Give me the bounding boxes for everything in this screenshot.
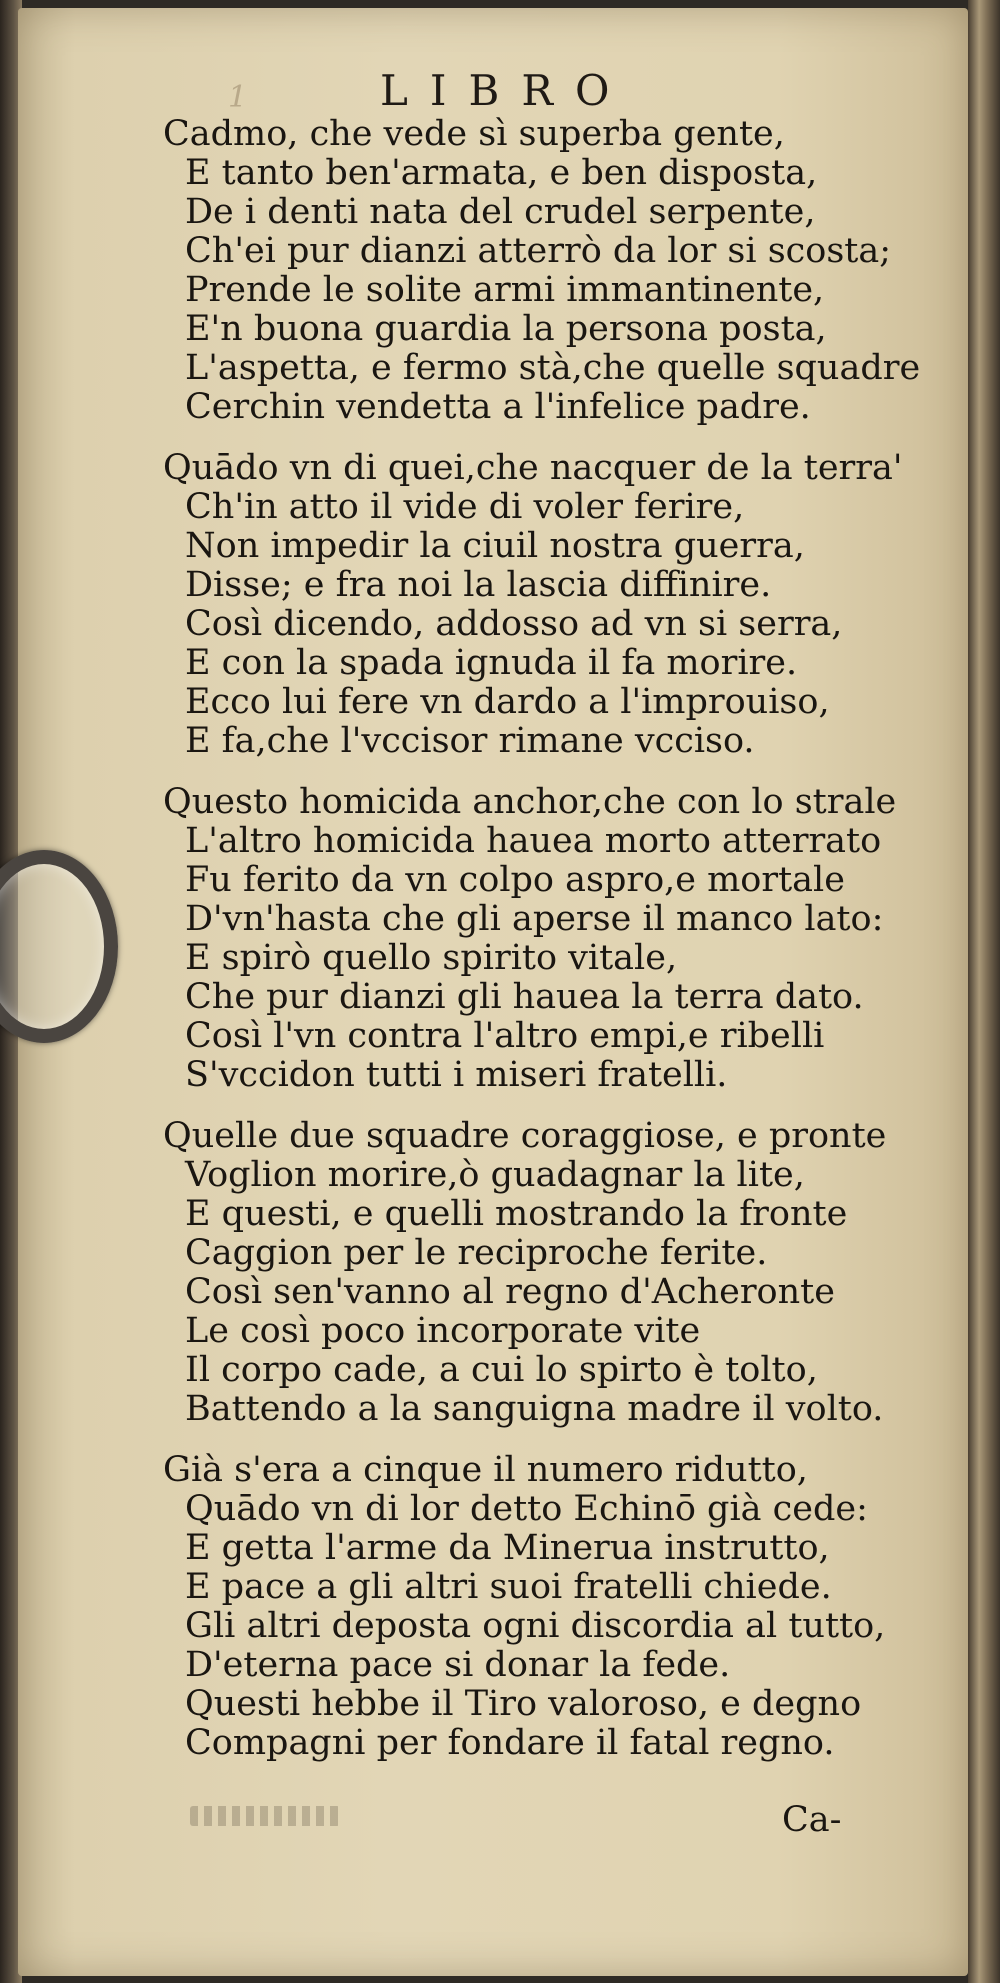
verse-line: D'vn'hasta che gli aperse il manco lato:: [185, 899, 884, 939]
verse-line: E tanto ben'armata, e ben disposta,: [185, 153, 818, 193]
verse-line: Fu ferito da vn colpo aspro,e mortale: [185, 860, 845, 900]
verse-line: E questi, e quelli mostrando la fronte: [185, 1194, 848, 1234]
verse-line: Cerchin vendetta a l'infelice padre.: [185, 387, 811, 427]
verse-line: E pace a gli altri suoi fratelli chiede.: [185, 1567, 832, 1607]
poem-text: [163, 115, 943, 1785]
verse-line: E con la spada ignuda il fa morire.: [185, 643, 798, 683]
verse-line: Così l'vn contra l'altro empi,e ribelli: [185, 1016, 825, 1056]
verse-line: E fa,che l'vccisor rimane vcciso.: [185, 721, 755, 761]
verse-line: Quādo vn di quei,che nacquer de la terra': [163, 448, 903, 488]
stanza: [163, 783, 943, 1095]
verse-line: D'eterna pace si donar la fede.: [185, 1645, 731, 1685]
verse-line: Compagni per fondare il fatal regno.: [185, 1723, 835, 1763]
verse-line: Caggion per le reciproche ferite.: [185, 1233, 768, 1273]
verse-line: Questi hebbe il Tiro valoroso, e degno: [185, 1684, 862, 1724]
verse-line: E'n buona guardia la persona posta,: [185, 309, 827, 349]
verse-line: L'aspetta, e fermo stà,che quelle squadre: [185, 348, 921, 388]
verse-line: Questo homicida anchor,che con lo strale: [163, 782, 897, 822]
verse-line: S'vccidon tutti i miseri fratelli.: [185, 1055, 728, 1095]
page-number: 1: [228, 80, 248, 115]
verse-line: Che pur dianzi gli hauea la terra dato.: [185, 977, 864, 1017]
stanza: [163, 115, 943, 427]
verse-line: Battendo a la sanguigna madre il volto.: [185, 1389, 884, 1429]
stanza: [163, 1117, 943, 1429]
verse-line: Cadmo, che vede sì superba gente,: [163, 114, 785, 154]
catchword: Ca-: [782, 1800, 842, 1840]
page-stack-edge: [968, 0, 1000, 1983]
verse-line: Così dicendo, addosso ad vn si serra,: [185, 604, 843, 644]
running-title: LIBRO: [380, 66, 632, 115]
verse-line: Prende le solite armi immantinente,: [185, 270, 825, 310]
verse-line: E spirò quello spirito vitale,: [185, 938, 678, 978]
stanza: [163, 1451, 943, 1763]
verse-line: Voglion morire,ò guadagnar la lite,: [185, 1155, 805, 1195]
verse-line: Ch'in atto il vide di voler ferire,: [185, 487, 745, 527]
verse-line: Le così poco incorporate vite: [185, 1311, 701, 1351]
verse-line: Non impedir la ciuil nostra guerra,: [185, 526, 805, 566]
stanza: [163, 449, 943, 761]
verse-line: Quādo vn di lor detto Echinō già cede:: [185, 1489, 868, 1529]
verse-line: E getta l'arme da Minerua instrutto,: [185, 1528, 830, 1568]
verse-line: Gli altri deposta ogni discordia al tutto,: [185, 1606, 886, 1646]
verse-line: Ch'ei pur dianzi atterrò da lor si scosta;: [185, 231, 892, 271]
verse-line: L'altro homicida hauea morto atterrato: [185, 821, 882, 861]
verse-line: Il corpo cade, a cui lo spirto è tolto,: [185, 1350, 818, 1390]
verse-line: Già s'era a cinque il numero ridutto,: [163, 1450, 808, 1490]
verse-line: De i denti nata del crudel serpente,: [185, 192, 816, 232]
verse-line: Quelle due squadre coraggiose, e pronte: [163, 1116, 887, 1156]
verse-line: Ecco lui fere vn dardo a l'improuiso,: [185, 682, 830, 722]
faded-bleedthrough: [190, 1806, 340, 1826]
verse-line: Disse; e fra noi la lascia diffinire.: [185, 565, 772, 605]
verse-line: Così sen'vanno al regno d'Acheronte: [185, 1272, 835, 1312]
